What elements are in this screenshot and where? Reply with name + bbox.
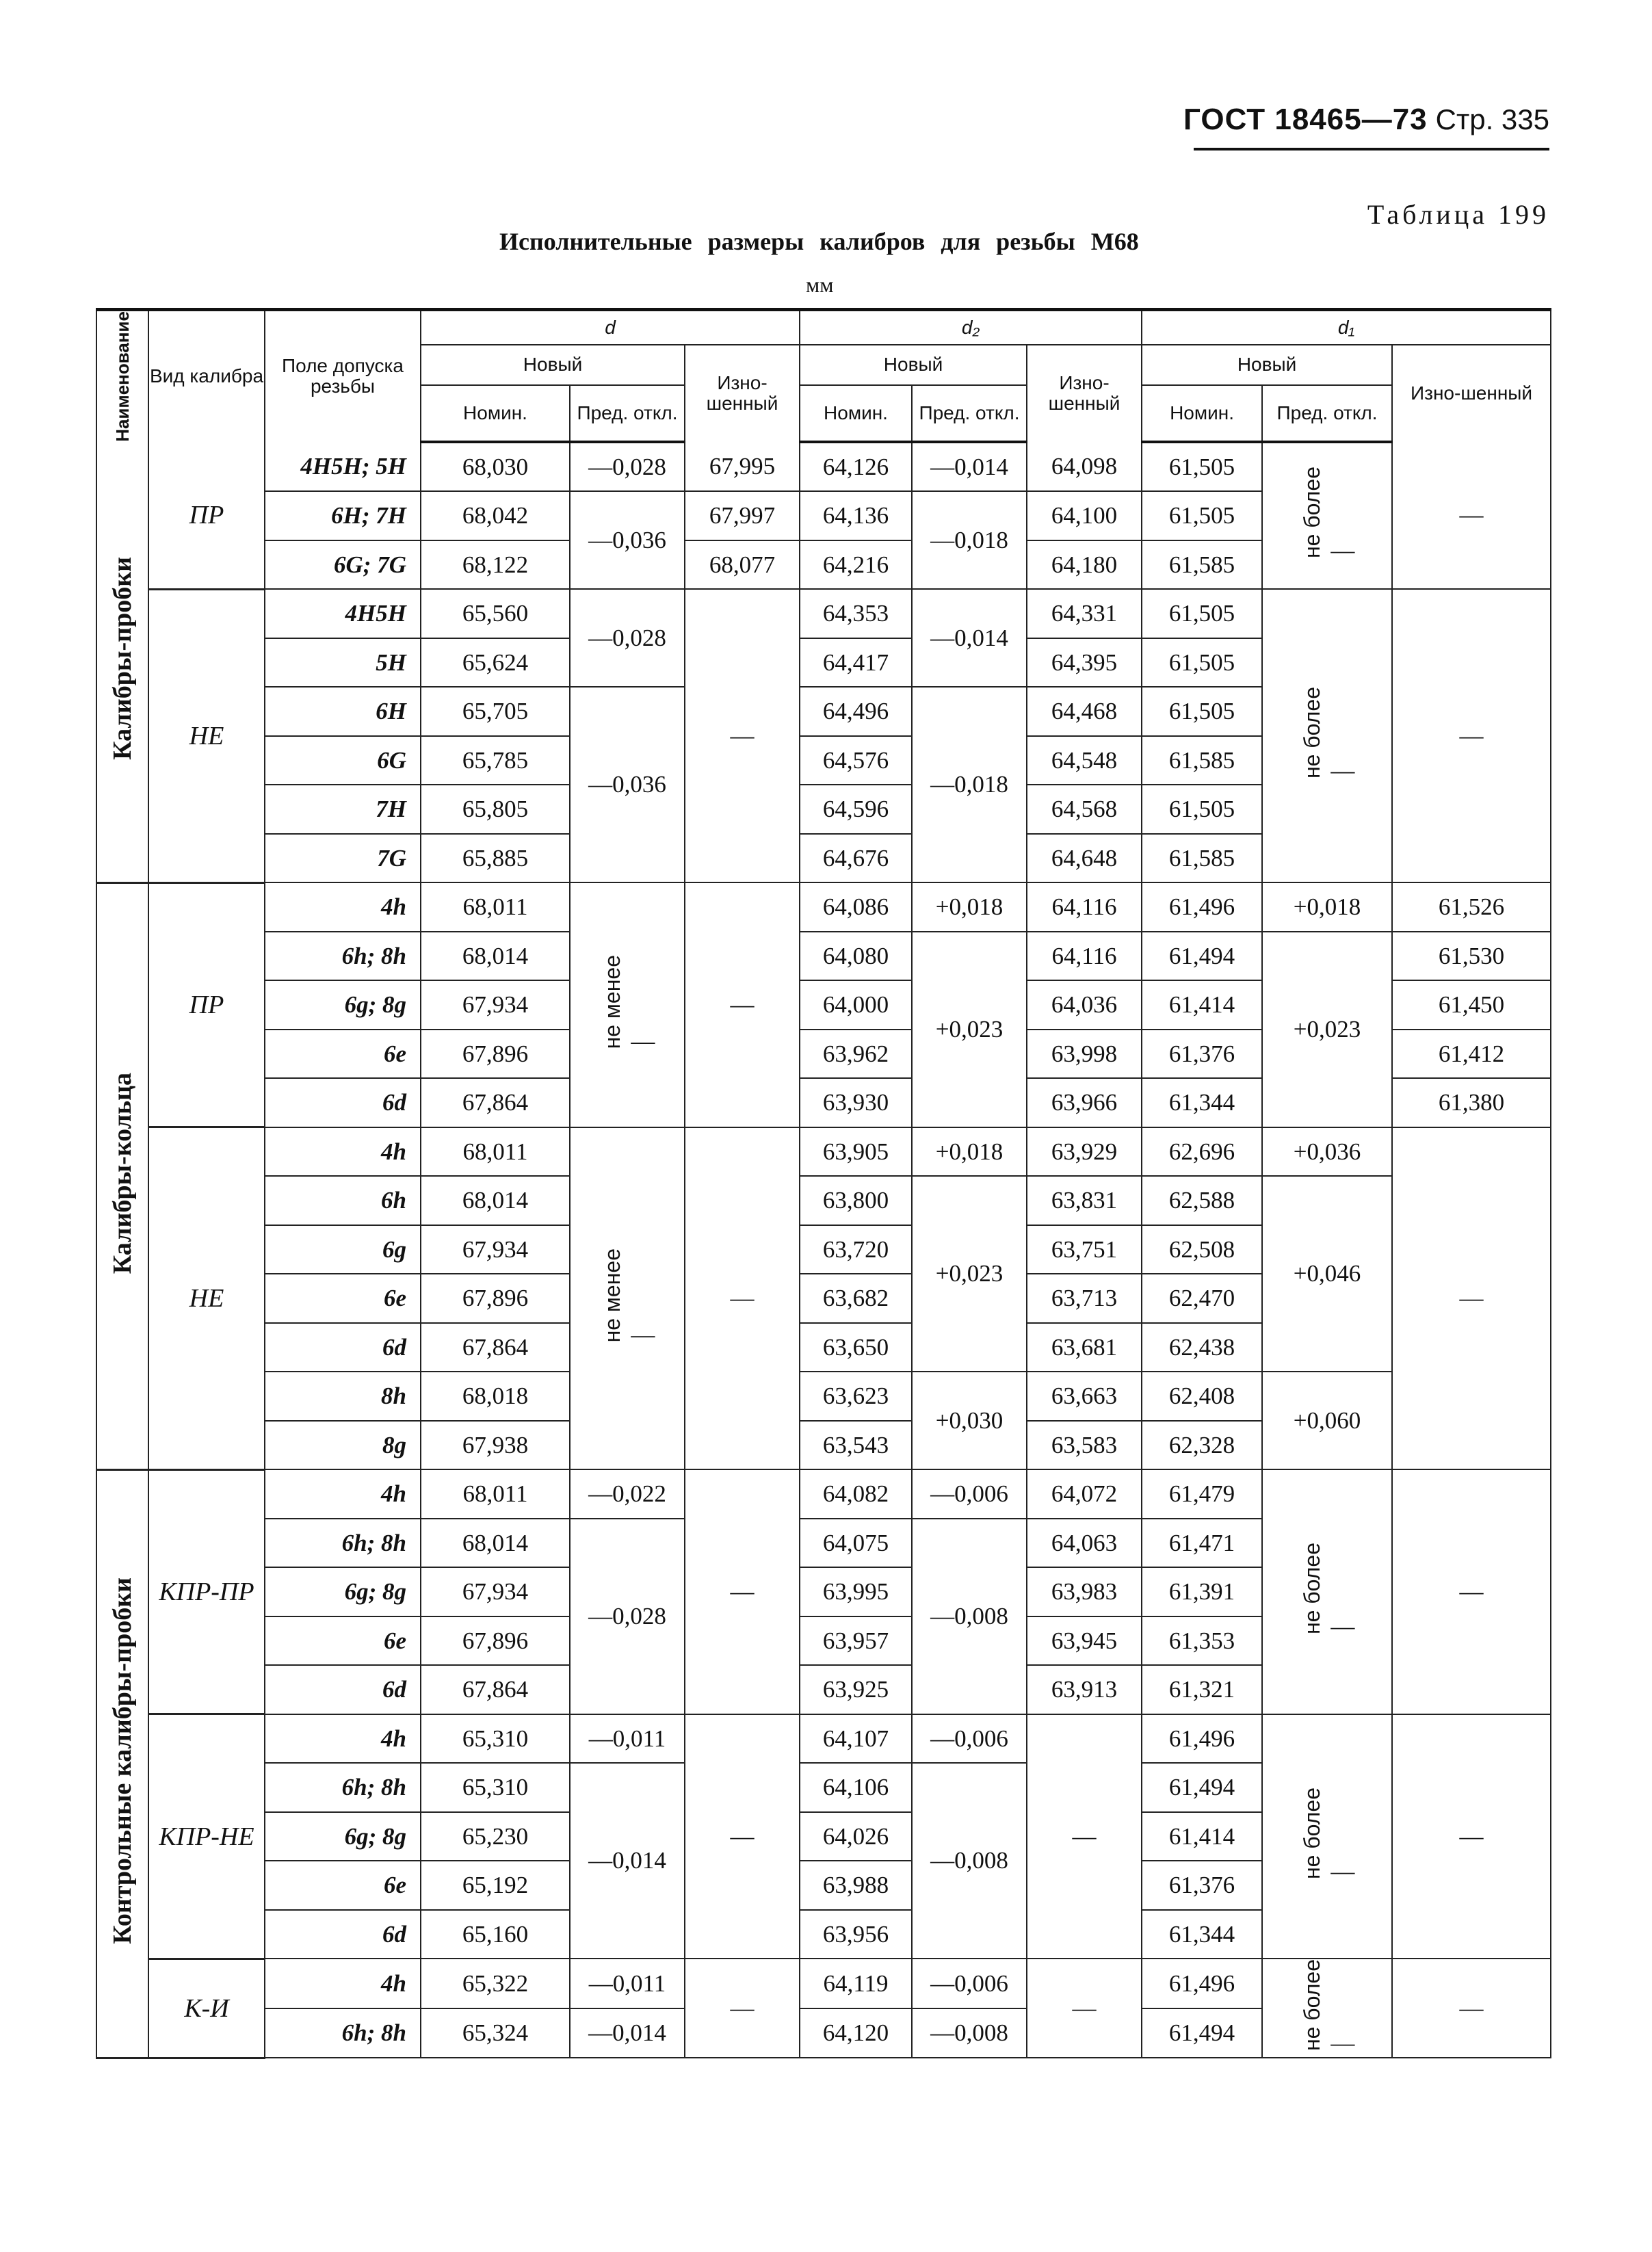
tolerance-cell: 6g	[265, 1225, 421, 1274]
d2-nominal: 64,417	[800, 638, 912, 688]
d1-deviation-note: не более —	[1262, 1959, 1392, 2058]
d1-nominal: 61,479	[1142, 1469, 1262, 1519]
d1-nominal: 61,414	[1142, 1812, 1262, 1861]
tolerance-cell: 6g; 8g	[265, 980, 421, 1030]
d2-worn: 64,116	[1027, 932, 1142, 981]
col-d-worn: Изно-шенный	[685, 345, 800, 442]
d-deviation: —0,011	[570, 1959, 685, 2008]
d2-deviation: —0,008	[912, 1763, 1027, 1959]
d1-nominal: 61,321	[1142, 1665, 1262, 1714]
d2-worn: 64,468	[1027, 687, 1142, 736]
d2-worn: 63,929	[1027, 1127, 1142, 1177]
d2-nominal: 64,075	[800, 1519, 912, 1568]
d-nominal: 65,560	[421, 589, 570, 638]
d1-worn: —	[1392, 1959, 1551, 2058]
d-nominal: 67,938	[421, 1421, 570, 1470]
d1-worn: —	[1392, 1714, 1551, 1959]
d-nominal: 68,014	[421, 1176, 570, 1225]
d-nominal: 65,705	[421, 687, 570, 736]
d2-nominal: 64,106	[800, 1763, 912, 1812]
d1-nominal: 62,328	[1142, 1421, 1262, 1470]
d1-worn: —	[1392, 1469, 1551, 1714]
d2-nominal: 64,080	[800, 932, 912, 981]
col-d-header: d	[421, 310, 800, 345]
d2-deviation: —0,008	[912, 2008, 1027, 2058]
col-kind-header: Вид калибра	[148, 310, 265, 442]
tolerance-cell: 6d	[265, 1665, 421, 1714]
d1-nominal: 61,585	[1142, 834, 1262, 883]
d-nominal: 65,192	[421, 1861, 570, 1910]
d-worn: —	[685, 1127, 800, 1470]
d2-nominal: 64,120	[800, 2008, 912, 2058]
table-row	[96, 932, 1551, 981]
d2-deviation: —0,006	[912, 1469, 1027, 1519]
table-row	[96, 1127, 1551, 1177]
d1-nominal: 61,505	[1142, 687, 1262, 736]
d-nominal: 68,122	[421, 540, 570, 590]
d-nominal: 68,014	[421, 932, 570, 981]
d1-nominal: 61,391	[1142, 1567, 1262, 1616]
d2-nominal: 63,623	[800, 1372, 912, 1421]
d1-deviation: +0,018	[1262, 882, 1392, 932]
d1-nominal: 61,585	[1142, 736, 1262, 785]
tolerance-cell: 6G; 7G	[265, 540, 421, 590]
d1-nominal: 61,494	[1142, 2008, 1262, 2058]
d2-nominal: 63,543	[800, 1421, 912, 1470]
d1-deviation-note: не более —	[1262, 1714, 1392, 1959]
d1-deviation-note: не более —	[1262, 1469, 1392, 1714]
group-label: Калибры-пробки	[96, 442, 148, 883]
d-nominal: 67,864	[421, 1078, 570, 1127]
page-number: Стр. 335	[1435, 103, 1549, 135]
table-row	[96, 1469, 1551, 1519]
tolerance-cell: 8g	[265, 1421, 421, 1470]
tolerance-cell: 4h	[265, 1959, 421, 2008]
d1-deviation: +0,023	[1262, 932, 1392, 1127]
tolerance-cell: 7H	[265, 785, 421, 834]
d1-nominal: 61,376	[1142, 1030, 1262, 1079]
d2-deviation: —0,014	[912, 442, 1027, 492]
d2-worn: —	[1027, 1714, 1142, 1959]
d1-worn: 61,412	[1392, 1030, 1551, 1079]
d-nominal: 65,324	[421, 2008, 570, 2058]
standard-number: ГОСТ 18465—73	[1183, 103, 1428, 136]
d1-nominal: 62,588	[1142, 1176, 1262, 1225]
d-nominal: 65,160	[421, 1910, 570, 1959]
d1-deviation: +0,060	[1262, 1372, 1392, 1469]
table-row	[96, 1372, 1551, 1421]
tolerance-cell: 6e	[265, 1861, 421, 1910]
d2-nominal: 64,000	[800, 980, 912, 1030]
d-deviation: —0,028	[570, 589, 685, 687]
d2-worn: 64,395	[1027, 638, 1142, 688]
d2-nominal: 64,126	[800, 442, 912, 492]
d-nominal: 65,310	[421, 1714, 570, 1764]
d-worn: 67,995	[685, 442, 800, 492]
d-nominal: 68,042	[421, 491, 570, 540]
d2-nominal: 64,496	[800, 687, 912, 736]
tolerance-cell: 6g; 8g	[265, 1812, 421, 1861]
d2-nominal: 63,905	[800, 1127, 912, 1177]
d1-nominal: 61,414	[1142, 980, 1262, 1030]
tolerance-cell: 6e	[265, 1030, 421, 1079]
d2-deviation: +0,018	[912, 882, 1027, 932]
d1-nominal: 61,505	[1142, 589, 1262, 638]
tolerance-cell: 6h; 8h	[265, 1519, 421, 1568]
d2-deviation: —0,006	[912, 1959, 1027, 2008]
d1-nominal: 62,438	[1142, 1323, 1262, 1372]
d2-worn: 63,713	[1027, 1274, 1142, 1323]
d-nominal: 68,011	[421, 1127, 570, 1177]
d2-worn: 64,180	[1027, 540, 1142, 590]
d2-nominal: 63,962	[800, 1030, 912, 1079]
tolerance-cell: 4h	[265, 882, 421, 932]
col-d-deviation: Пред. откл.	[570, 385, 685, 442]
col-d1-header: d₁	[1142, 310, 1551, 345]
d-deviation: —0,011	[570, 1714, 685, 1764]
d2-deviation: —0,018	[912, 491, 1027, 589]
col-d2-new: Новый	[800, 345, 1027, 385]
tolerance-cell: 5H	[265, 638, 421, 688]
d1-worn: 61,450	[1392, 980, 1551, 1030]
d2-worn: 64,116	[1027, 882, 1142, 932]
d1-worn: 61,530	[1392, 932, 1551, 981]
table-row	[96, 442, 1551, 492]
d-deviation: —0,014	[570, 1763, 685, 1959]
d-nominal: 65,785	[421, 736, 570, 785]
tolerance-cell: 4H5H	[265, 589, 421, 638]
tolerance-cell: 6g; 8g	[265, 1567, 421, 1616]
d1-worn: —	[1392, 589, 1551, 882]
d2-worn: 63,681	[1027, 1323, 1142, 1372]
tolerance-cell: 7G	[265, 834, 421, 883]
d2-nominal: 63,995	[800, 1567, 912, 1616]
d1-nominal: 61,344	[1142, 1910, 1262, 1959]
d1-nominal: 61,496	[1142, 1714, 1262, 1764]
col-d-nominal: Номин.	[421, 385, 570, 442]
d1-worn: —	[1392, 1127, 1551, 1470]
d2-worn: —	[1027, 1959, 1142, 2058]
d2-nominal: 63,956	[800, 1910, 912, 1959]
d-worn: 67,997	[685, 491, 800, 540]
d2-worn: 64,331	[1027, 589, 1142, 638]
col-name-header: Наименование	[96, 310, 148, 442]
kind-label: ПР	[148, 442, 265, 590]
d2-nominal: 63,682	[800, 1274, 912, 1323]
d-deviation-note: не менее —	[570, 1127, 685, 1470]
d1-nominal: 61,496	[1142, 882, 1262, 932]
d2-nominal: 64,119	[800, 1959, 912, 2008]
d2-worn: 64,100	[1027, 491, 1142, 540]
tolerance-cell: 6e	[265, 1274, 421, 1323]
table-row	[96, 589, 1551, 638]
d-nominal: 68,011	[421, 1469, 570, 1519]
d-nominal: 65,805	[421, 785, 570, 834]
tolerance-cell: 6G	[265, 736, 421, 785]
col-d-new: Новый	[421, 345, 685, 385]
col-d2-nominal: Номин.	[800, 385, 912, 442]
d1-worn: 61,526	[1392, 882, 1551, 932]
group-label: Контрольные калибры-пробки	[96, 1469, 148, 2058]
tolerance-cell: 6h; 8h	[265, 2008, 421, 2058]
d1-nominal: 61,505	[1142, 638, 1262, 688]
d2-worn: 64,072	[1027, 1469, 1142, 1519]
d-worn: 68,077	[685, 540, 800, 590]
kind-label: НЕ	[148, 589, 265, 882]
d-deviation: —0,022	[570, 1469, 685, 1519]
d2-nominal: 63,988	[800, 1861, 912, 1910]
d-nominal: 65,624	[421, 638, 570, 688]
kind-label: К-И	[148, 1959, 265, 2058]
d-nominal: 67,864	[421, 1665, 570, 1714]
col-d2-deviation: Пред. откл.	[912, 385, 1027, 442]
col-d1-deviation: Пред. откл.	[1262, 385, 1392, 442]
d-nominal: 67,934	[421, 980, 570, 1030]
d-nominal: 65,310	[421, 1763, 570, 1812]
d2-deviation: —0,008	[912, 1519, 1027, 1714]
tolerance-cell: 6d	[265, 1323, 421, 1372]
d2-deviation: —0,018	[912, 687, 1027, 882]
units-label: мм	[806, 272, 834, 297]
d2-worn: 64,063	[1027, 1519, 1142, 1568]
d2-nominal: 64,107	[800, 1714, 912, 1764]
d1-deviation: +0,036	[1262, 1127, 1392, 1177]
tolerance-cell: 4h	[265, 1714, 421, 1764]
d2-worn: 63,983	[1027, 1567, 1142, 1616]
tolerance-cell: 6d	[265, 1078, 421, 1127]
d1-deviation-note: не более —	[1262, 589, 1392, 882]
d2-worn: 63,966	[1027, 1078, 1142, 1127]
table-row	[96, 882, 1551, 932]
d2-worn: 63,751	[1027, 1225, 1142, 1274]
d2-worn: 64,648	[1027, 834, 1142, 883]
d-nominal: 67,896	[421, 1274, 570, 1323]
d2-worn: 64,098	[1027, 442, 1142, 492]
d2-nominal: 64,576	[800, 736, 912, 785]
col-d1-nominal: Номин.	[1142, 385, 1262, 442]
d2-nominal: 63,800	[800, 1176, 912, 1225]
d-nominal: 67,934	[421, 1225, 570, 1274]
d-nominal: 68,018	[421, 1372, 570, 1421]
d2-nominal: 64,136	[800, 491, 912, 540]
d2-deviation: +0,023	[912, 1176, 1027, 1372]
table-body	[96, 442, 1551, 2058]
d-nominal: 67,896	[421, 1616, 570, 1666]
d2-worn: 64,548	[1027, 736, 1142, 785]
d1-nominal: 62,696	[1142, 1127, 1262, 1177]
d1-nominal: 61,494	[1142, 932, 1262, 981]
d1-worn: —	[1392, 442, 1551, 590]
d-nominal: 68,030	[421, 442, 570, 492]
d2-nominal: 64,676	[800, 834, 912, 883]
d1-nominal: 62,408	[1142, 1372, 1262, 1421]
table-row	[96, 1176, 1551, 1225]
tolerance-cell: 4H5H; 5H	[265, 442, 421, 492]
d-nominal: 67,864	[421, 1323, 570, 1372]
d2-deviation: +0,018	[912, 1127, 1027, 1177]
col-d1-worn: Изно-шенный	[1392, 345, 1551, 442]
d-nominal: 65,322	[421, 1959, 570, 2008]
d1-nominal: 61,505	[1142, 785, 1262, 834]
tolerance-cell: 6h	[265, 1176, 421, 1225]
d1-nominal: 61,471	[1142, 1519, 1262, 1568]
tolerance-cell: 6e	[265, 1616, 421, 1666]
tolerance-cell: 6h; 8h	[265, 1763, 421, 1812]
table-caption: Исполнительные размеры калибров для резьбы М68	[499, 228, 1139, 255]
tolerance-cell: 8h	[265, 1372, 421, 1421]
kind-label: ПР	[148, 882, 265, 1127]
d-nominal: 67,896	[421, 1030, 570, 1079]
tolerance-cell: 4h	[265, 1469, 421, 1519]
d2-nominal: 64,353	[800, 589, 912, 638]
d2-nominal: 64,086	[800, 882, 912, 932]
d-deviation: —0,036	[570, 491, 685, 589]
d1-nominal: 62,508	[1142, 1225, 1262, 1274]
d-nominal: 67,934	[421, 1567, 570, 1616]
d2-worn: 63,583	[1027, 1421, 1142, 1470]
d1-nominal: 61,344	[1142, 1078, 1262, 1127]
d2-worn: 64,036	[1027, 980, 1142, 1030]
d-deviation: —0,028	[570, 1519, 685, 1714]
d-nominal: 68,011	[421, 882, 570, 932]
group-label: Калибры-кольца	[96, 882, 148, 1469]
table-row	[96, 1714, 1551, 1764]
d2-worn: 64,568	[1027, 785, 1142, 834]
tolerance-cell: 4h	[265, 1127, 421, 1177]
header-rule	[1194, 148, 1549, 150]
d2-worn: 63,831	[1027, 1176, 1142, 1225]
d2-nominal: 64,596	[800, 785, 912, 834]
d-deviation-note: не менее —	[570, 882, 685, 1127]
d2-nominal: 64,216	[800, 540, 912, 590]
d-worn: —	[685, 1469, 800, 1714]
d2-deviation: +0,023	[912, 932, 1027, 1127]
d2-nominal: 63,957	[800, 1616, 912, 1666]
d-nominal: 65,230	[421, 1812, 570, 1861]
d1-nominal: 61,496	[1142, 1959, 1262, 2008]
gauge-dimensions-table	[96, 308, 1551, 2059]
d1-worn: 61,380	[1392, 1078, 1551, 1127]
d-worn: —	[685, 1959, 800, 2058]
kind-label: КПР-НЕ	[148, 1714, 265, 1959]
d2-worn: 63,663	[1027, 1372, 1142, 1421]
d1-deviation: +0,046	[1262, 1176, 1392, 1372]
kind-label: КПР-ПР	[148, 1469, 265, 1714]
d2-deviation: +0,030	[912, 1372, 1027, 1469]
kind-label: НЕ	[148, 1127, 265, 1470]
d2-deviation: —0,006	[912, 1714, 1027, 1764]
d1-nominal: 61,353	[1142, 1616, 1262, 1666]
col-d1-new: Новый	[1142, 345, 1392, 385]
d-deviation: —0,028	[570, 442, 685, 492]
tolerance-cell: 6d	[265, 1910, 421, 1959]
d-worn: —	[685, 589, 800, 882]
d2-worn: 63,913	[1027, 1665, 1142, 1714]
tolerance-cell: 6H	[265, 687, 421, 736]
d-nominal: 65,885	[421, 834, 570, 883]
d1-nominal: 61,505	[1142, 442, 1262, 492]
d1-deviation-note: не более —	[1262, 442, 1392, 590]
table-label: Таблица 199	[1367, 199, 1549, 230]
tolerance-cell: 6h; 8h	[265, 932, 421, 981]
d-deviation: —0,036	[570, 687, 685, 882]
d2-nominal: 63,650	[800, 1323, 912, 1372]
d-deviation: —0,014	[570, 2008, 685, 2058]
d2-nominal: 63,925	[800, 1665, 912, 1714]
d2-nominal: 64,082	[800, 1469, 912, 1519]
col-tolerance-header: Поле допуска резьбы	[265, 310, 421, 442]
tolerance-cell: 6H; 7H	[265, 491, 421, 540]
d1-nominal: 61,585	[1142, 540, 1262, 590]
table-row	[96, 1959, 1551, 2008]
col-d2-worn: Изно-шенный	[1027, 345, 1142, 442]
d1-nominal: 62,470	[1142, 1274, 1262, 1323]
d2-nominal: 64,026	[800, 1812, 912, 1861]
d2-deviation: —0,014	[912, 589, 1027, 687]
col-d2-header: d₂	[800, 310, 1142, 345]
page-header	[1183, 103, 1549, 137]
d1-nominal: 61,494	[1142, 1763, 1262, 1812]
d-nominal: 68,014	[421, 1519, 570, 1568]
d2-nominal: 63,720	[800, 1225, 912, 1274]
d2-worn: 63,945	[1027, 1616, 1142, 1666]
d-worn: —	[685, 882, 800, 1127]
d1-nominal: 61,505	[1142, 491, 1262, 540]
d1-nominal: 61,376	[1142, 1861, 1262, 1910]
d-worn: —	[685, 1714, 800, 1959]
d2-nominal: 63,930	[800, 1078, 912, 1127]
d2-worn: 63,998	[1027, 1030, 1142, 1079]
